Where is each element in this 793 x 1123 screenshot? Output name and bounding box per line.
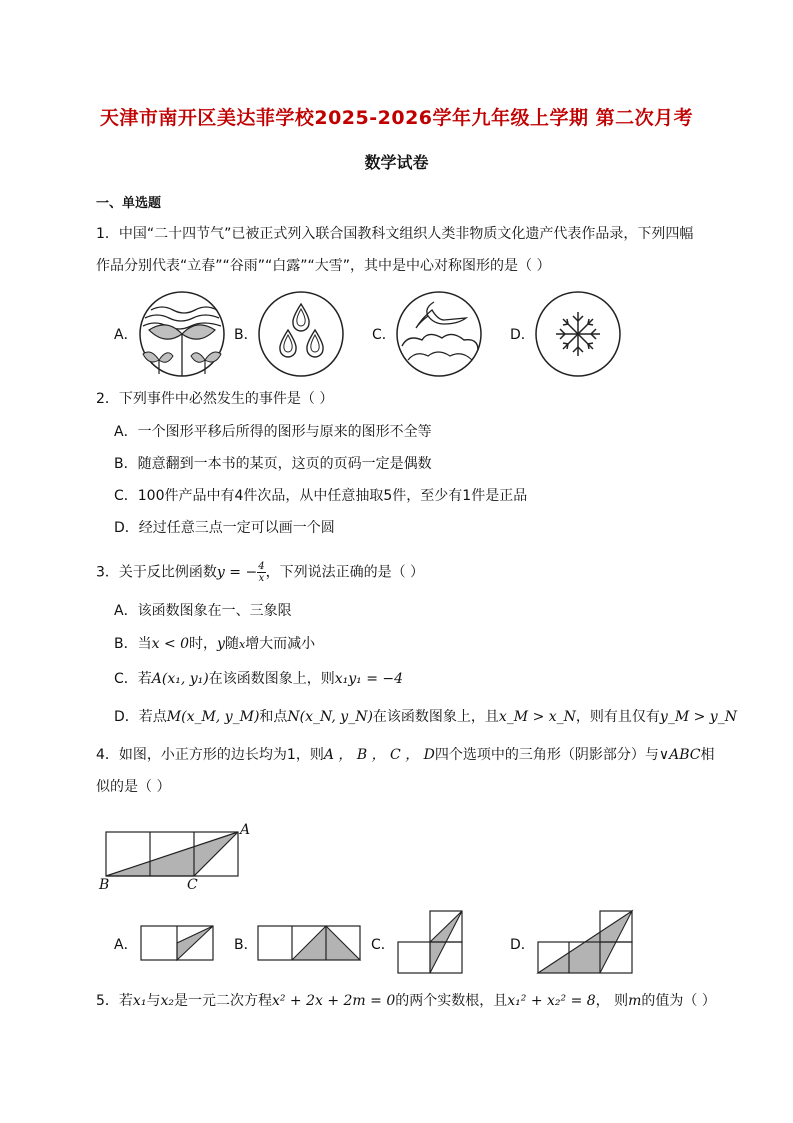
q5-m: m	[628, 993, 642, 1009]
q5-condition: x₁² + x₂² = 8	[507, 993, 596, 1009]
q4-point-b: B	[99, 877, 110, 893]
q4-point-a: A	[240, 822, 251, 838]
q3-optc-b: 在该函数图象上，则	[208, 671, 335, 687]
q3-stem	[96, 561, 424, 584]
q4-main-figure	[106, 832, 238, 876]
q4-line1-vars: A ， B ， C ， D	[323, 747, 435, 763]
guyu-icon	[256, 290, 346, 378]
q3-optd-n: N(x_N, y_N)	[287, 709, 373, 725]
daxue-icon	[533, 290, 623, 378]
q4-line1-b: 四个选项中的三角形（阴影部分）与	[434, 747, 659, 763]
q2-option-a: A．一个图形平移后所得的图形与原来的图形不全等	[114, 424, 432, 440]
q5-x2: x₂	[160, 993, 174, 1009]
q1-option-b-label: B．	[234, 327, 258, 343]
q4-option-c-label: C．	[371, 937, 395, 953]
q5-e: ， 则	[595, 993, 629, 1009]
q3-optd-m: M(x_M, y_M)	[166, 709, 260, 725]
q5-equation: x² + 2x + 2m = 0	[271, 993, 396, 1009]
q4-option-a-figure	[141, 926, 213, 960]
q4-option-b-figure	[258, 926, 360, 960]
bailu-icon	[394, 290, 484, 378]
q4-line1-c: 相	[700, 747, 715, 763]
q5-f: 的值为（ ）	[641, 993, 716, 1009]
q4-point-c: C	[187, 877, 198, 893]
q1-option-a-label: A．	[114, 327, 138, 343]
lichun-icon	[137, 290, 227, 378]
q4-line1-a: 4．如图，小正方形的边长均为1，则	[96, 747, 324, 763]
q3-option-d	[114, 707, 737, 727]
q3-optd-c: 在该函数图象上，且	[372, 709, 499, 725]
section-heading: 一、单选题	[96, 196, 162, 211]
q2-stem: 2．下列事件中必然发生的事件是（ ）	[96, 391, 334, 407]
exam-subtitle: 数学试卷	[364, 153, 429, 172]
q1-option-d-label: D．	[510, 327, 535, 343]
q4-option-b-label: B．	[234, 937, 258, 953]
q3-optb-b: 时，	[189, 636, 218, 652]
q3-optb-c: 随	[224, 636, 239, 652]
q3-option-c	[114, 669, 403, 689]
q3-option-a: A．该函数图象在一、三象限	[114, 603, 292, 619]
q3-optd-a: D．若点	[114, 709, 167, 725]
q3-optd-d: ，则有且仅有	[575, 709, 660, 725]
q3-optb-a: B．当	[114, 636, 152, 652]
q3-optc-a: C．若	[114, 671, 152, 687]
q3-optd-cond: x_M > x_N	[498, 709, 576, 725]
q3-optb-d: 增大而减小	[245, 636, 316, 652]
q3-option-b	[114, 634, 315, 655]
q1-line2: 作品分别代表“立春”“谷雨”“白露”“大雪”，其中是中心对称图形的是（ ）	[96, 258, 551, 274]
q5-c: 是一元二次方程	[173, 993, 272, 1009]
q3-optb-y: y	[217, 636, 225, 652]
q3-optb-cond: x < 0	[151, 636, 190, 652]
q3-optc-eq: x₁y₁ = −4	[334, 671, 404, 687]
q3-func-lhs: y = −	[216, 564, 258, 581]
q1-line1: 1．中国“二十四节气”已被正式列入联合国教科文组织人类非物质文化遗产代表作品录，下列四幅	[96, 226, 694, 242]
q4-line1-tri: ∨ABC	[658, 747, 701, 763]
q2-option-b: B．随意翻到一本书的某页，这页的页码一定是偶数	[114, 456, 432, 472]
q3-stem-a: 3．关于反比例函数	[96, 564, 217, 581]
q5-d: 的两个实数根，且	[395, 993, 508, 1009]
q1-option-c-label: C．	[372, 327, 396, 343]
q3-optd-res: y_M > y_N	[659, 709, 737, 725]
q4-line2: 似的是（ ）	[96, 779, 171, 795]
q3-func-num: 4	[258, 561, 265, 572]
q3-func-frac	[257, 561, 265, 584]
q5-x1: x₁	[132, 993, 147, 1009]
exam-title: 天津市南开区美达菲学校2025-2026学年九年级上学期 第二次月考	[99, 107, 694, 129]
q4-option-a-label: A．	[114, 937, 138, 953]
q2-option-d: D．经过任意三点一定可以画一个圆	[114, 520, 335, 536]
q4-option-d-figure	[538, 911, 632, 973]
q5-stem	[96, 991, 716, 1011]
q4-option-c-figure	[398, 911, 462, 973]
q3-func-den: x	[258, 573, 265, 584]
q3-stem-b: ，下列说法正确的是（ ）	[265, 564, 425, 581]
q3-optb-x: x	[238, 638, 246, 651]
q4-option-d-label: D．	[510, 937, 535, 953]
q3-optd-b: 和点	[259, 709, 288, 725]
q3-optc-point: A(x₁, y₁)	[151, 671, 209, 687]
q5-a: 5．若	[96, 993, 133, 1009]
q2-option-c: C．100件产品中有4件次品，从中任意抽取5件，至少有1件是正品	[114, 488, 528, 504]
q5-b: 与	[146, 993, 161, 1009]
q4-line1	[96, 745, 715, 765]
